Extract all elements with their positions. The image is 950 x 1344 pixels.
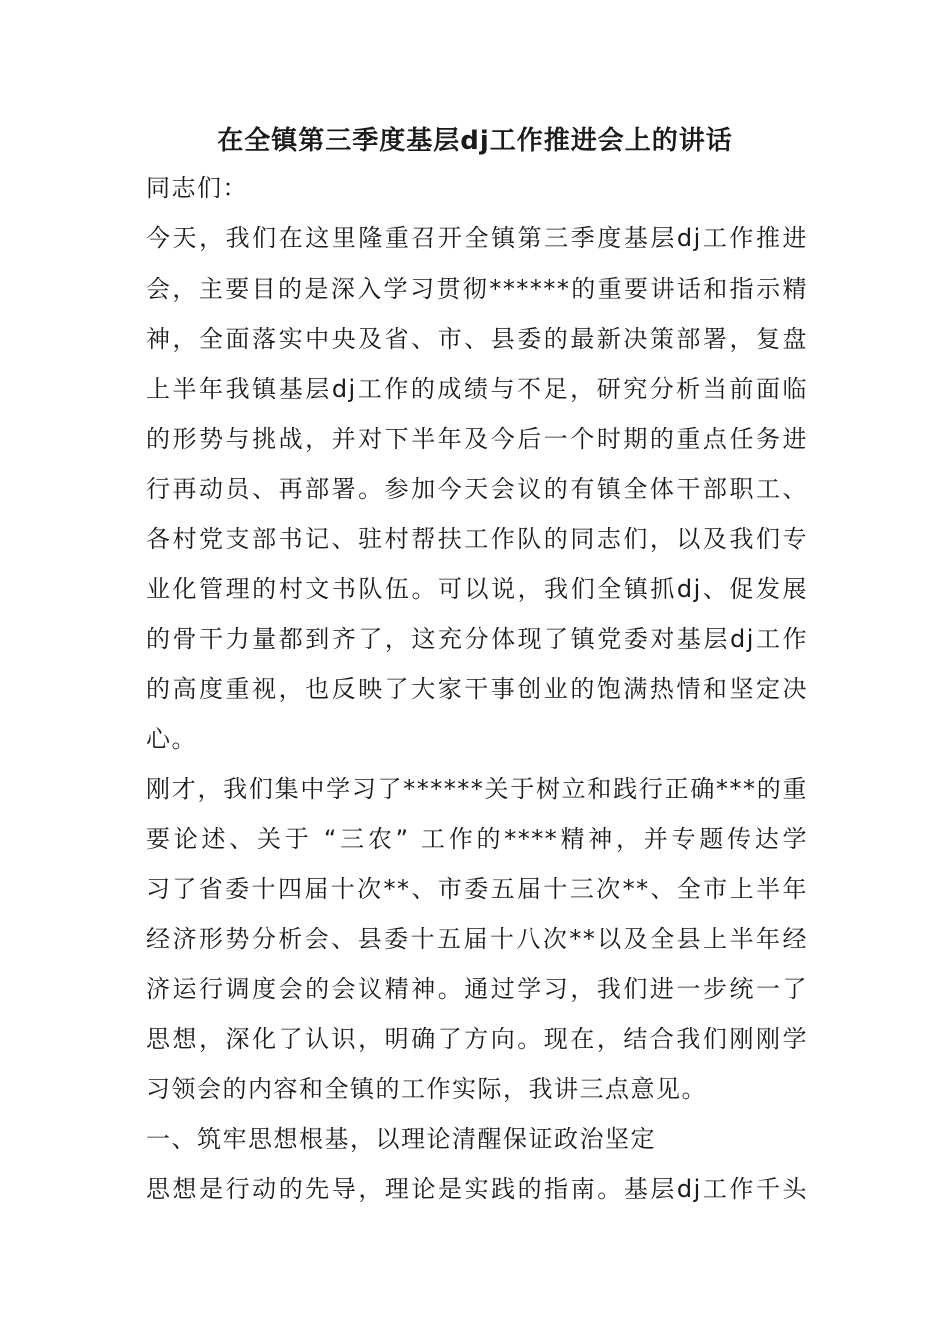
text-line: 思想是行动的先导，理论是实践的指南。基层dj工作千头 [146,1175,808,1203]
text-line: 今天，我们在这里隆重召开全镇第三季度基层dj工作推进 [146,224,808,252]
text-line: 上半年我镇基层dj工作的成绩与不足，研究分析当前面临 [146,375,808,403]
text-line: 神，全面落实中央及省、市、县委的最新决策部署，复盘 [146,325,808,353]
text-line: 思想，深化了认识，明确了方向。现在，结合我们刚刚学 [146,1025,808,1053]
text-line: 的形势与挑战，并对下半年及今后一个时期的重点任务进 [146,425,808,453]
text-line: 经济形势分析会、县委十五届十八次**以及全县上半年经 [146,925,808,953]
text-line: 刚才，我们集中学习了******关于树立和践行正确***的重 [146,775,808,803]
text-line: 济运行调度会的会议精神。通过学习，我们进一步统一了 [146,975,808,1003]
text-line: 行再动员、再部署。参加今天会议的有镇全体干部职工、 [146,475,808,503]
text-line: 习领会的内容和全镇的工作实际，我讲三点意见。 [146,1075,707,1103]
text-line: 业化管理的村文书队伍。可以说，我们全镇抓dj、促发展 [146,575,808,603]
text-line: 心。 [146,725,197,753]
text-line: 要论述、关于 “三农” 工作的****精神，并专题传达学 [146,825,808,853]
text-line: 的骨干力量都到齐了，这充分体现了镇党委对基层dj工作 [146,625,808,653]
section-heading: 一、筑牢思想根基，以理论清醒保证政治坚定 [146,1125,656,1153]
document-title: 在全镇第三季度基层dj工作推进会上的讲话 [217,126,733,156]
text-line-salutation: 同志们： [146,174,248,202]
text-line: 习了省委十四届十次**、市委五届十三次**、全市上半年 [146,875,808,903]
text-line: 的高度重视，也反映了大家干事创业的饱满热情和坚定决 [146,675,808,703]
text-line: 会，主要目的是深入学习贯彻******的重要讲话和指示精 [146,275,808,303]
text-line: 各村党支部书记、驻村帮扶工作队的同志们，以及我们专 [146,525,808,553]
